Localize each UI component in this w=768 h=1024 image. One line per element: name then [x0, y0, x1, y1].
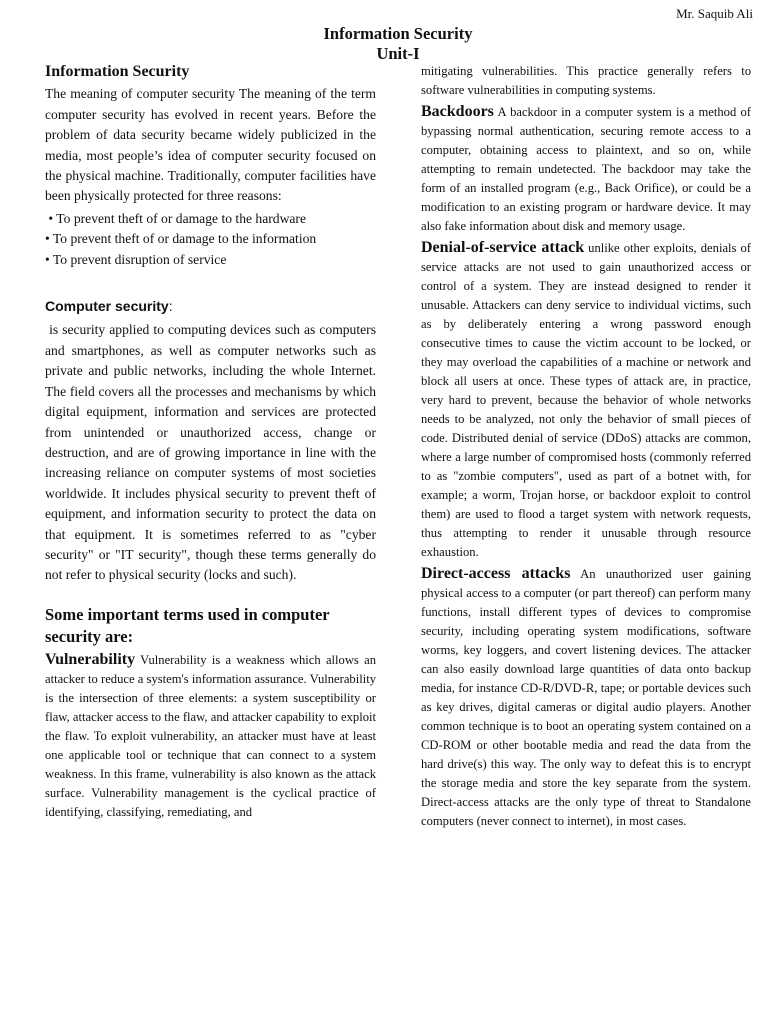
direct-access-heading: Direct-access attacks — [421, 565, 571, 582]
heading-colon: : — [168, 298, 173, 315]
denial-of-service-paragraph — [421, 238, 751, 562]
list-item: • To prevent disruption of service — [45, 251, 227, 267]
left-column — [45, 62, 380, 822]
computer-security-paragraph: is security applied to computing devices such as computers and smartphones, as well as computer networks such as private and public networks, including the whole Internet. The field covers all the processes and mechanisms by which digital equipment, information and services are protected from unintended or unauthorized access, change or destruction, and are of growing importance in line with the increasing reliance on computer systems of most societies worldwide. It includes physical security to prevent theft of equipment, and information security to protect the data on that equipment. It is sometimes referred to as "cyber security" or "IT security", though these terms generally do not refer to physical security (locks and such). — [45, 322, 380, 583]
unit-label: Unit-I — [376, 44, 420, 63]
backdoors-paragraph — [421, 102, 751, 236]
reasons-list — [45, 209, 376, 270]
document-title-block — [0, 24, 768, 64]
section-heading-computer-security — [45, 296, 376, 316]
backdoors-heading: Backdoors — [421, 103, 494, 120]
list-item: • To prevent theft of or damage to the information — [45, 231, 317, 247]
continued-paragraph: mitigating vulnerabilities. This practice generally refers to software vulnerabilities in computing systems. — [421, 64, 751, 97]
document-title: Information Security — [323, 24, 473, 43]
list-item: • To prevent theft of or damage to the hardware — [45, 210, 306, 226]
direct-access-paragraph — [421, 564, 751, 831]
section-heading-important-terms: Some important terms used in computer security are: — [45, 604, 330, 646]
right-column — [421, 62, 751, 831]
direct-access-text: An unauthorized user gaining physical access to a computer (or part thereof) can perform many functions, install different types of devices to compromise security, including operating system modifications, software worms, key loggers, and covert listening devices. The attacker can also easily download large quantities of data onto backup media, for instance CD-R/DVD-R, tape; or portable devices such as key drives, digital cameras or digital audio players. Another common technique is to boot an operating system contained on a CD-ROM or other bootable media and read the data from the hard drive(s) this way. The only way to defeat this is to encrypt the storage media and store the key separate from the system. Direct-access attacks are the only type of threat to Standalone computers (never connect to internet), in most cases. — [421, 567, 752, 828]
computer-security-heading-text: Computer security — [45, 298, 169, 315]
vulnerability-paragraph — [45, 650, 376, 822]
section-heading-information-security: Information Security — [45, 63, 190, 80]
denial-of-service-heading: Denial-of-service attack — [421, 239, 585, 256]
vulnerability-heading: Vulnerability — [45, 650, 136, 668]
backdoors-text: A backdoor in a computer system is a method of bypassing normal authentication, securing remote access to a computer, obtaining access to plaintext, and so on, while attempting to remain undetected. The backdoor may take the form of an installed program (e.g., Back Orifice), or could be a modification to an existing program or hardware device. It may also fake information about disk and memory usage. — [421, 105, 751, 233]
denial-of-service-text: unlike other exploits, denials of service attacks are not used to gain unauthorized access or control of a system. They are instead designed to render it unusable. Attackers can deny service to individual victims, such as by deliberately entering a wrong password enough consecutive times to cause the victim account to be locked, or they may overload the capabilities of a machine or network and block all users at once. These types of attack are, in practice, very hard to prevent, because the behavior of whole networks needs to be analyzed, not only the behavior of small pieces of code. Distributed denial of service (DDoS) attacks are common, where a large number of compromised hosts (commonly referred to as "zombie computers", used as part of a botnet with, for example; a worm, Trojan horse, or backdoor exploit to control them) are used to flood a target system with network requests, thus attempting to render it unusable through resource exhaustion. — [421, 241, 751, 559]
vulnerability-text: Vulnerability is a weakness which allows an attacker to reduce a system's information assurance. Vulnerability is the intersection of three elements: a system susceptibility or flaw, attacker access to the flaw, and attacker capability to exploit the flaw. To exploit vulnerability, an attacker must have at least one applicable tool or technique that can connect to a system weakness. In this frame, vulnerability is also known as the attack surface. Vulnerability management is the cyclical practice of identifying, classifying, remediating, and — [45, 652, 376, 819]
author-name: Mr. Saquib Ali — [676, 6, 753, 21]
intro-paragraph: The meaning of computer security The meaning of the term computer security has evolved in recent years. Before the problem of data security became widely publicized in the media, most people’s idea of computer security focused on the physical machine. Traditionally, computer facilities have been physically protected for three reasons: — [45, 86, 376, 204]
